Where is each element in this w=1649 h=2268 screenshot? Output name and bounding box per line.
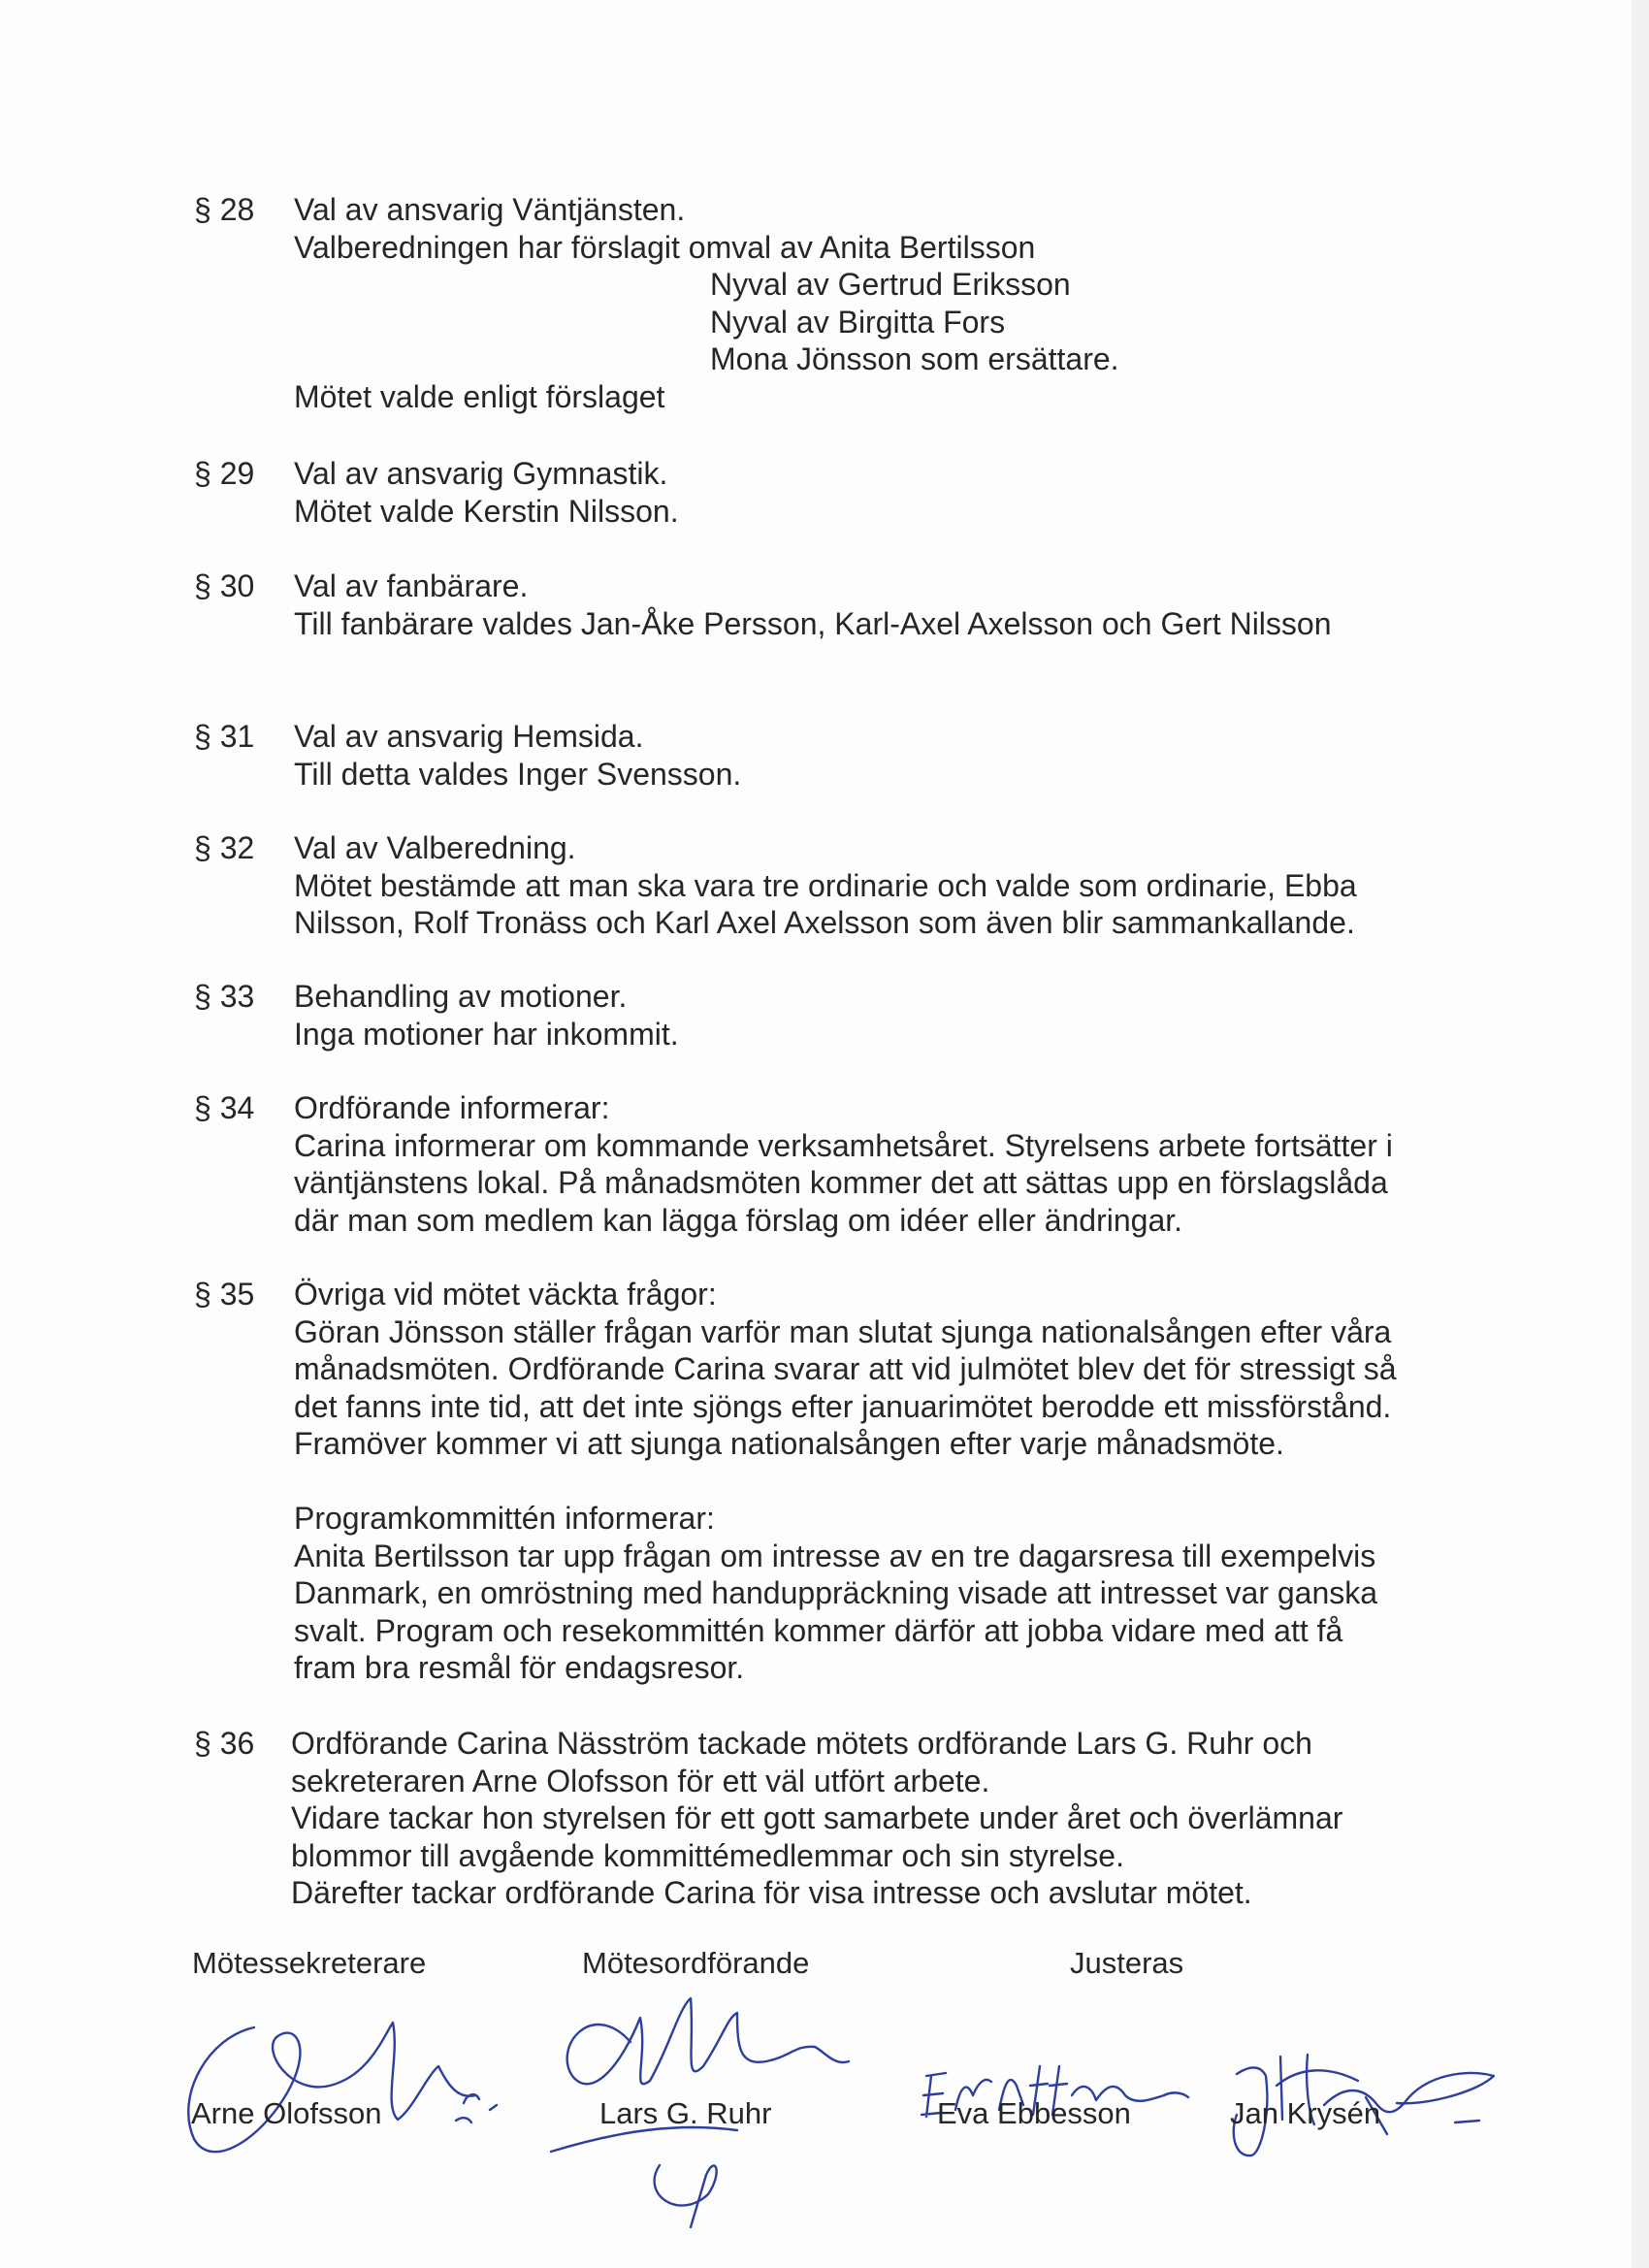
section-body — [294, 567, 1497, 642]
section-line: blommor till avgående kommittémedlemmar och sin styrelse. — [291, 1837, 1124, 1873]
section-line: Vidare tackar hon styrelsen för ett gott samarbete under året och överlämnar — [291, 1800, 1343, 1836]
name-jan-krysen: Jan Krysén — [1230, 2096, 1381, 2130]
section-line: Val av ansvarig Hemsida. — [294, 719, 644, 754]
section-line: svalt. Program och resekommittén kommer därför att jobba vidare med att få — [294, 1612, 1343, 1648]
name-arne-olofsson: Arne Olofsson — [191, 2096, 382, 2130]
section-line: Mötet bestämde att man ska vara tre ordinarie och valde som ordinarie, Ebba — [294, 867, 1357, 903]
section-line: Ordförande Carina Näsström tackade mötets ordförande Lars G. Ruhr och — [291, 1726, 1312, 1761]
section-line: Därefter tackar ordförande Carina för visa intresse och avslutar mötet. — [291, 1875, 1252, 1911]
section-line: Göran Jönsson ställer frågan varför man slutat sjunga nationalsången efter våra — [294, 1313, 1392, 1349]
chairman-label: Mötesordförande — [582, 1946, 810, 1980]
section-line: Till detta valdes Inger Svensson. — [294, 756, 742, 792]
section-body — [294, 1276, 1497, 1687]
section-line: Mötet valde enligt förslaget — [294, 378, 665, 414]
section-line: Programkommittén informerar: — [294, 1500, 715, 1536]
section-line: Ordförande informerar: — [294, 1090, 610, 1125]
secretary-label: Mötessekreterare — [192, 1946, 427, 1980]
signature-lars-ruhr — [567, 1998, 849, 2084]
section-line: Mona Jönsson som ersättare. — [710, 341, 1119, 377]
section-line: Val av Valberedning. — [294, 830, 576, 865]
section-line: Anita Bertilsson tar upp frågan om intresse av en tre dagarsresa till exempelvis — [294, 1538, 1376, 1573]
section-line: Danmark, en omröstning med handuppräckning visade att intresset var ganska — [294, 1575, 1378, 1611]
section-body — [294, 191, 1497, 416]
section-number: § 36 — [194, 1726, 255, 1761]
section-line: Nyval av Gertrud Eriksson — [710, 267, 1071, 303]
section-line: Inga motioner har inkommit. — [294, 1016, 679, 1052]
section-line: Övriga vid mötet väckta frågor: — [294, 1277, 717, 1312]
section-line: Val av ansvarig Väntjänsten. — [294, 192, 686, 227]
section-body — [294, 1089, 1497, 1239]
section-body — [294, 455, 1497, 530]
section-number: § 34 — [194, 1090, 255, 1125]
section-line: Nyval av Birgitta Fors — [710, 304, 1006, 340]
section-number: § 28 — [194, 192, 255, 227]
section-line: Val av fanbärare. — [294, 568, 529, 603]
section-line: Mötet valde Kerstin Nilsson. — [294, 493, 679, 529]
section-line: Till fanbärare valdes Jan-Åke Persson, Karl-Axel Axelsson och Gert Nilsson — [294, 605, 1332, 641]
section-line: Valberedningen har förslagit omval av Anita Bertilsson — [294, 229, 1036, 265]
section-body — [294, 829, 1497, 942]
section-number: § 31 — [194, 719, 255, 754]
section-line: det fanns inte tid, att det inte sjöngs efter januarimötet berodde ett missförstånd. — [294, 1388, 1392, 1424]
section-number: § 30 — [194, 568, 255, 603]
name-eva-ebbesson: Eva Ebbesson — [937, 2096, 1131, 2130]
section-number: § 33 — [194, 979, 255, 1014]
section-line: Nilsson, Rolf Tronäss och Karl Axel Axelsson som även blir sammankallande. — [294, 905, 1355, 941]
section-number: § 29 — [194, 456, 255, 491]
section-body — [291, 1725, 1494, 1912]
section-line: sekreteraren Arne Olofsson för ett väl utfört arbete. — [291, 1763, 990, 1798]
section-line: månadsmöten. Ordförande Carina svarar att vid julmötet blev det för stressigt så — [294, 1351, 1397, 1387]
signature-arne-olofsson — [188, 2023, 475, 2152]
section-number: § 35 — [194, 1277, 255, 1312]
section-number: § 32 — [194, 830, 255, 865]
section-body — [294, 978, 1497, 1053]
section-line: där man som medlem kan lägga förslag om idéer eller ändringar. — [294, 1202, 1183, 1238]
section-line: väntjänstens lokal. På månadsmöten kommer det att sättas upp en förslagslåda — [294, 1165, 1388, 1201]
page-edge — [1632, 0, 1649, 2268]
section-line: Behandling av motioner. — [294, 979, 628, 1014]
section-line: Framöver kommer vi att sjunga nationalsången efter varje månadsmöte. — [294, 1426, 1284, 1462]
adjuster-label: Justeras — [1070, 1946, 1184, 1980]
section-line: Carina informerar om kommande verksamhetsåret. Styrelsens arbete fortsätter i — [294, 1127, 1393, 1163]
section-body — [294, 718, 1497, 793]
name-lars-ruhr: Lars G. Ruhr — [599, 2096, 772, 2130]
section-line: fram bra resmål för endagsresor. — [294, 1650, 745, 1686]
section-line: Val av ansvarig Gymnastik. — [294, 456, 668, 491]
